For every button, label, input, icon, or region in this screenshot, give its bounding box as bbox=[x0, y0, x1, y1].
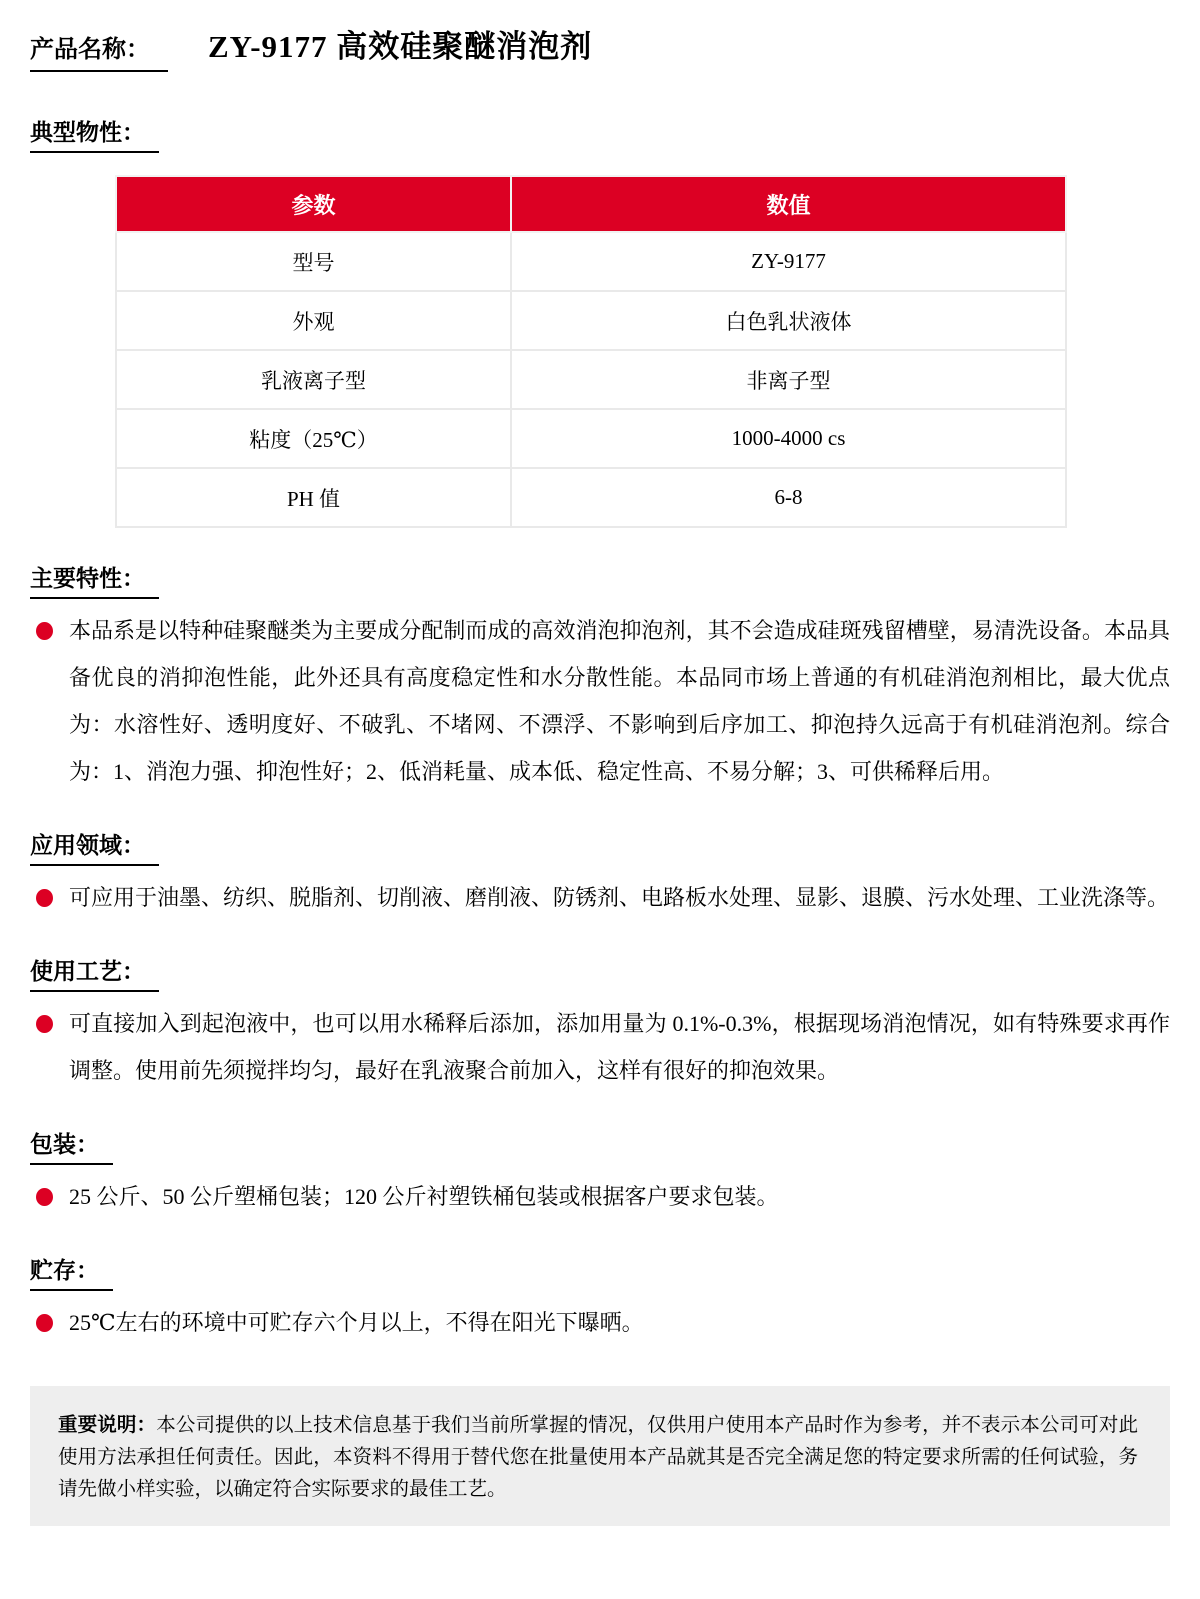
product-name-label: 产品名称： bbox=[30, 34, 168, 72]
section-heading-typical-properties: 典型物性： bbox=[30, 114, 159, 153]
bullet-text: 可应用于油墨、纺织、脱脂剂、切削液、磨削液、防锈剂、电路板水处理、显影、退膜、污水处理、工业洗涤等。 bbox=[69, 885, 1170, 911]
section-heading-storage: 贮存： bbox=[30, 1252, 113, 1291]
product-title-row bbox=[30, 26, 1170, 72]
table-row bbox=[116, 409, 1066, 468]
section-heading-main-features: 主要特性： bbox=[30, 560, 159, 599]
table-row bbox=[116, 468, 1066, 527]
table-row bbox=[116, 350, 1066, 409]
table-row bbox=[116, 291, 1066, 350]
bullet-text: 25℃左右的环境中可贮存六个月以上，不得在阳光下曝晒。 bbox=[69, 1310, 644, 1336]
bullet-icon bbox=[36, 1188, 53, 1206]
table-header-parameter: 参数 bbox=[116, 176, 511, 232]
list-item bbox=[36, 1173, 1170, 1220]
product-name-value: ZY-9177 高效硅聚醚消泡剂 bbox=[208, 29, 593, 64]
properties-table bbox=[115, 175, 1067, 528]
bullet-text: 25 公斤、50 公斤塑桶包装；120 公斤衬塑铁桶包装或根据客户要求包装。 bbox=[69, 1184, 779, 1210]
table-header-value: 数值 bbox=[511, 176, 1066, 232]
table-cell-parameter: 外观 bbox=[116, 291, 511, 350]
list-item bbox=[36, 874, 1170, 921]
table-cell-value: 非离子型 bbox=[511, 350, 1066, 409]
table-cell-parameter: PH 值 bbox=[116, 468, 511, 527]
table-header-row bbox=[116, 176, 1066, 232]
list-item bbox=[36, 1000, 1170, 1094]
bullet-icon bbox=[36, 622, 53, 640]
table-row bbox=[116, 232, 1066, 291]
list-item bbox=[36, 607, 1170, 795]
table-cell-parameter: 乳液离子型 bbox=[116, 350, 511, 409]
table-cell-parameter: 型号 bbox=[116, 232, 511, 291]
bullet-icon bbox=[36, 1314, 53, 1332]
bullet-text: 可直接加入到起泡液中，也可以用水稀释后添加，添加用量为 0.1%-0.3%，根据现场消泡情况，如有特殊要求再作调整。使用前先须搅拌均匀，最好在乳液聚合前加入，这样有很好的抑泡效果。 bbox=[69, 1011, 1170, 1084]
section-heading-application-areas: 应用领域： bbox=[30, 827, 159, 866]
important-note-label: 重要说明： bbox=[58, 1415, 157, 1437]
bullet-text: 本品系是以特种硅聚醚类为主要成分配制而成的高效消泡抑泡剂，其不会造成硅斑残留槽壁，易清洗设备。本品具备优良的消抑泡性能，此外还具有高度稳定性和水分散性能。本品同市场上普通的有机硅消泡剂相比，最大优点为：水溶性好、透明度好、不破乳、不堵网、不漂浮、不影响到后序加工、抑泡持久远高于有机硅消泡剂。综合为：1、消泡力强、抑泡性好；2、低消耗量、成本低、稳定性高、不易分解；3、可供稀释后用。 bbox=[69, 618, 1170, 785]
table-cell-value: ZY-9177 bbox=[511, 232, 1066, 291]
table-cell-value: 1000-4000 cs bbox=[511, 409, 1066, 468]
bullet-icon bbox=[36, 889, 53, 907]
section-heading-packaging: 包装： bbox=[30, 1126, 113, 1165]
section-heading-usage-process: 使用工艺： bbox=[30, 953, 159, 992]
table-cell-value: 白色乳状液体 bbox=[511, 291, 1066, 350]
important-note-box bbox=[30, 1386, 1170, 1526]
list-item bbox=[36, 1299, 1170, 1346]
table-cell-parameter: 粘度（25℃） bbox=[116, 409, 511, 468]
important-note-body: 本公司提供的以上技术信息基于我们当前所掌握的情况，仅供用户使用本产品时作为参考，并不表示本公司可对此使用方法承担任何责任。因此，本资料不得用于替代您在批量使用本产品就其是否完全满足您的特定要求所需的任何试验，务请先做小样实验，以确定符合实际要求的最佳工艺。 bbox=[58, 1415, 1138, 1501]
bullet-icon bbox=[36, 1015, 53, 1033]
important-note-text bbox=[58, 1410, 1138, 1506]
table-cell-value: 6-8 bbox=[511, 468, 1066, 527]
